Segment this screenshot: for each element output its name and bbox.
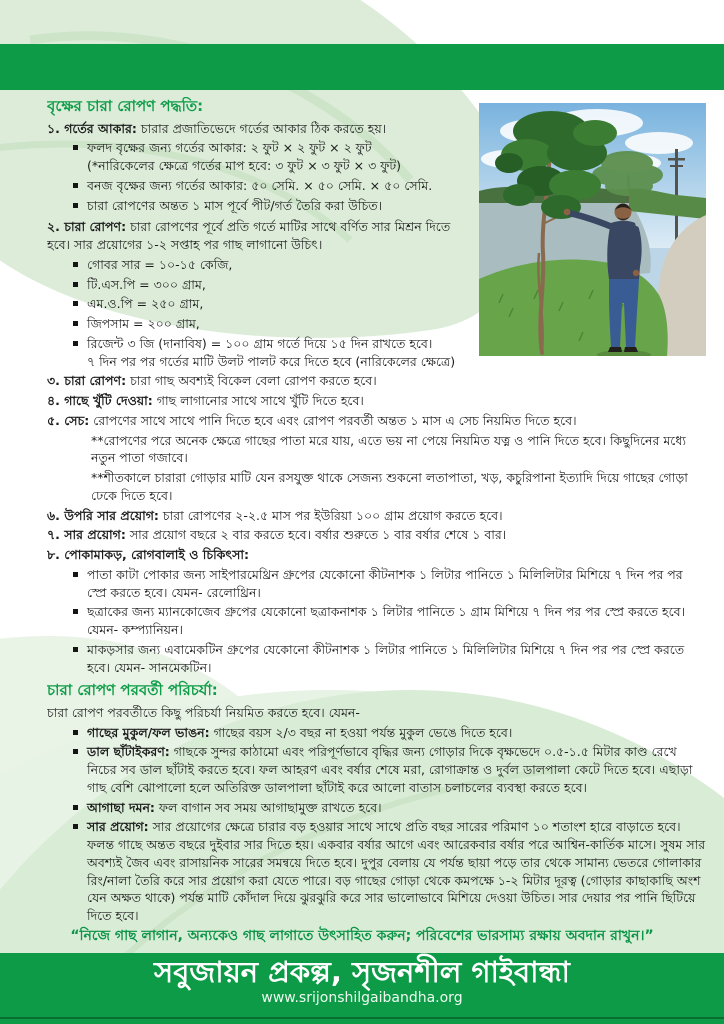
bullet-text: ফলদ বৃক্ষের জন্য গর্তের আকার: ২ ফুট × ২ ফুট × ২ ফুট: [87, 140, 372, 156]
bullet-text: জিপসাম = ২০০ গ্রাম,: [87, 316, 200, 331]
item-1-label: ১. গর্তের আকার:: [47, 120, 137, 136]
bullet-text: রিজেন্ট ৩ জি (দানাবিষ) = ১০০ গ্রাম গর্তে দিয়ে ১৫ দিন রাখতে হবে।: [87, 335, 433, 351]
numbered-item-6: [47, 507, 706, 525]
bullet-icon: [73, 321, 78, 326]
section-title-planting: বৃক্ষের চারা রোপণ পদ্ধতি:: [47, 97, 204, 115]
bullet-text: (*নারিকেলের ক্ষেত্রে গর্তের মাপ হবে: ৩ ফুট × ৩ ফুট × ৩ ফুট): [87, 158, 402, 173]
list-item: [47, 818, 706, 923]
item-5-text: রোপণের সাথে সাথে পানি দিতে হবে এবং রোপণ পরবর্তী অন্তত ১ মাস এ সেচ নিয়মিত দিতে হবে।: [93, 412, 577, 428]
item-4-text: গাছ লাগানোর সাথে সাথে খুঁটি দিতে হবে।: [156, 393, 364, 408]
list-item: [47, 799, 706, 817]
item-8-label: ৮. পোকামাকড়, রোগবালাই ও চিকিৎসা:: [47, 547, 249, 562]
bullet-icon: [73, 730, 78, 735]
item-2-text: চারা রোপণের পূর্বে প্রতি গর্তে মাটির সাথে বর্ণিত সার মিশ্রন দিতে হবে। সার প্রয়োগের ১-২ সপ্তাহ পর গাছ লাগানো উচিৎ।: [47, 219, 451, 252]
list-item: [47, 197, 467, 215]
bullet-text: গাছের বয়স ২/৩ বছর না হওয়া পর্যন্ত মুকুল ভেঙে দিতে হবে।: [213, 724, 513, 740]
header-band: [0, 44, 724, 90]
bullet-text: মাকড়সার জন্য এবামেকটিন গ্রুপের যেকোনো কীটনাশক ১ লিটার পানিতে ১ মিলিলিটার মিশিয়ে ৭ দিন পর পর স্প্রে করতে হবে। যেমন- সানমেকটিন।: [87, 641, 685, 675]
bullet-text: গাছকে সুন্দর কাঠামো এবং পরিপূর্ণভাবে বৃদ্ধির জন্য গোড়ার দিকে বৃক্ষভেদে ০.৫-১.৫ মিটার কাণ্ড রেখে নিচের সব ডাল ছাঁটাই করতে হবে। ফল আহরণ এবং বর্ষার শেষে মরা, রোগাক্রান্ত ও দুর্বল ডালপালা কেটে দিতে হবে। এছাড়া গাছ বেশি ঝোপালো হলে অতিরিক্ত ডালপালা ছাঁটাই করে আলো বাতাস চলাচলের ব্যবস্থা করতে হবে।: [87, 744, 693, 795]
list-item: [47, 256, 467, 274]
bullet-text: চারা রোপণের অন্তত ১ মাস পূর্বে পীট/গর্ত তৈরি করা উচিত।: [87, 197, 383, 213]
bullet-label: ডাল ছাঁটাইকরণ:: [87, 744, 170, 760]
list-item: [47, 724, 706, 742]
bullet-label: গাছের মুকুল/ফল ভাঙন:: [87, 724, 210, 740]
bullet-text: পাতা কাটা পোকার জন্য সাইপারমেথ্রিন গ্রুপের যেকোনো কীটনাশক ১ লিটার পানিতে ১ মিলিলিটার মিশিয়ে ৭ দিন পর পর স্প্রে করতে হবে। যেমন- রেলোথ্রিন।: [87, 566, 683, 600]
list-item: [47, 139, 467, 175]
item-7-text: সার প্রয়োগ বছরে ২ বার করতে হবে। বর্ষার শুরুতে ১ বার বর্ষার শেষে ১ বার।: [129, 527, 507, 543]
care-intro: চারা রোপণ পরবর্তীতে কিছু পরিচর্যা নিয়মিত করতে হবে। যেমন-: [47, 704, 360, 720]
bullet-icon: [73, 262, 78, 267]
item-3-text: চারা গাছ অবশ্যই বিকেল বেলা রোপণ করতে হবে।: [130, 373, 377, 389]
footer-website-url: www.srijonshilgaibandha.org: [261, 990, 463, 1007]
bullet-text: গোবর সার = ১০-১৫ কেজি,: [87, 256, 233, 272]
item-6-label: ৬. উপরি সার প্রয়োগ:: [47, 507, 159, 523]
main-content: [47, 97, 706, 923]
numbered-item-7: [47, 526, 706, 544]
list-item: [47, 603, 706, 639]
bullet-icon: [73, 647, 78, 652]
bullet-text: এম.ও.পি = ২৫০ গ্রাম,: [87, 296, 204, 312]
list-item: [47, 295, 467, 313]
numbered-item-4: [47, 392, 706, 410]
item-1-text: চারার প্রজাতিভেদে গর্তের আকার ঠিক করতে হয়।: [140, 120, 387, 136]
footer-title: সবুজায়ন প্রকল্প, সৃজনশীল গাইবান্ধা: [154, 955, 570, 989]
bullet-icon: [73, 749, 78, 754]
bullet-text: টি.এস.পি = ৩০০ গ্রাম,: [87, 276, 206, 292]
bullet-icon: [73, 824, 78, 829]
numbered-item-5: [47, 412, 706, 430]
list-item: [47, 641, 706, 677]
item-5-label: ৫. সেচ:: [47, 412, 90, 428]
bullet-label: আগাছা দমন:: [87, 799, 155, 815]
bullet-text: সার প্রয়োগের ক্ষেত্রে চারার বড় হওয়ার সাথে সাথে প্রতি বছর সারের পরিমাণ ১০ শতাংশ হারে বাড়াতে হবে। ফলন্ত গাছে অন্তত বছরে দুইবার সার দিতে হয়। একবার বর্ষার আগে এবং আরেকবার বর্ষার পরে আশ্বিন-কার্তিক মাসে। সুষম সার অবশ্যই জৈব এবং রাসায়নিক সারের সমন্বয়ে দিতে হবে। দুপুর বেলায় যে পর্যন্ত ছায়া পড়ে তার থেকে সামান্য ভেতরে গোলাকার রিং/নালা তৈরি করে সার প্রয়োগ করা যেতে পারে। বড় গাছের গোড়া থেকে কমপক্ষে ১-২ মিটার দূরত্ব (গোড়ার কাছাকাছি অংশ যেন অক্ষত থাকে) পর্যন্ত মাটি কোঁদাল দিয়ে ঝুরঝুরি করে সার ভালোভাবে মিশিয়ে দেওয়া উচিত। সার দেয়ার পর পানি ছিটিয়ে দিতে হবে।: [87, 819, 706, 923]
footer-band: [0, 953, 724, 1024]
item-4-label: ৪. গাছে খুঁটি দেওয়া:: [47, 393, 153, 408]
section-title-care: চারা রোপণ পরবর্তী পরিচর্যা:: [47, 681, 218, 700]
bullet-text: ফল বাগান সব সময় আগাছামুক্ত রাখতে হবে।: [158, 799, 382, 815]
bullet-icon: [73, 183, 78, 188]
list-item: [47, 743, 706, 796]
list-item: [47, 177, 467, 195]
bullet-label: সার প্রয়োগ:: [87, 819, 149, 835]
field-photo: [479, 103, 706, 356]
bullet-icon: [73, 145, 78, 150]
numbered-item-3: [47, 372, 706, 390]
list-item: [47, 335, 467, 371]
bullet-icon: [73, 341, 78, 346]
bullet-icon: [73, 572, 78, 577]
bullet-text: ৭ দিন পর পর গর্তের মাটি উলট পালট করে দিতে হবে (নারিকেলের ক্ষেত্রে): [87, 353, 456, 369]
bullet-text: ছত্রাকের জন্য ম্যানকোজেব গ্রুপের যেকোনো ছত্রাকনাশক ১ লিটার পানিতে ১ গ্রাম মিশিয়ে ৭ দিন পর পর স্প্রে করতে হবে। যেমন- কম্প্যানিয়ন।: [87, 604, 686, 637]
bullet-icon: [73, 282, 78, 287]
list-item: [47, 276, 467, 294]
quote-text: “নিজে গাছ লাগান, অন্যকেও গাছ লাগাতে উৎসাহিত করুন; পরিবেশের ভারসাম্য রক্ষায় অবদান রাখুন।”: [70, 928, 654, 944]
bullet-icon: [73, 805, 78, 810]
list-item: [47, 566, 706, 602]
list-item: [47, 315, 467, 333]
item-5-note: **রোপণের পরে অনেক ক্ষেত্রে গাছের পাতা মরে যায়, এতে ভয় না পেয়ে নিয়মিত যত্ন ও পানি দিতে হবে। কিছুদিনের মধ্যে নতুন পাতা গজাবে।: [91, 432, 686, 466]
item-2-label: ২. চারা রোপণ:: [47, 219, 127, 235]
numbered-item-8: [47, 546, 706, 564]
bullet-icon: [73, 203, 78, 208]
item-7-label: ৭. সার প্রয়োগ:: [47, 527, 126, 543]
bullet-icon: [73, 609, 78, 614]
item-6-text: চারা রোপণের ২-২.৫ মাস পর ইউরিয়া ১০০ গ্রাম প্রয়োগ করতে হবে।: [162, 507, 503, 523]
item-5-note: **শীতকালে চারারা গোড়ার মাটি যেন রসযুক্ত থাকে সেজন্য শুকনো লতাপাতা, খড়, কচুরিপানা ইত্যাদি দিয়ে গাছের গোড়া ঢেকে দিতে হবে।: [91, 470, 688, 503]
bullet-text: বনজ বৃক্ষের জন্য গর্তের আকার: ৫০ সেমি. × ৫০ সেমি. × ৫০ সেমি.: [87, 177, 433, 193]
item-3-label: ৩. চারা রোপণ:: [47, 373, 127, 389]
footer-divider: [0, 1017, 724, 1019]
bullet-icon: [73, 301, 78, 306]
